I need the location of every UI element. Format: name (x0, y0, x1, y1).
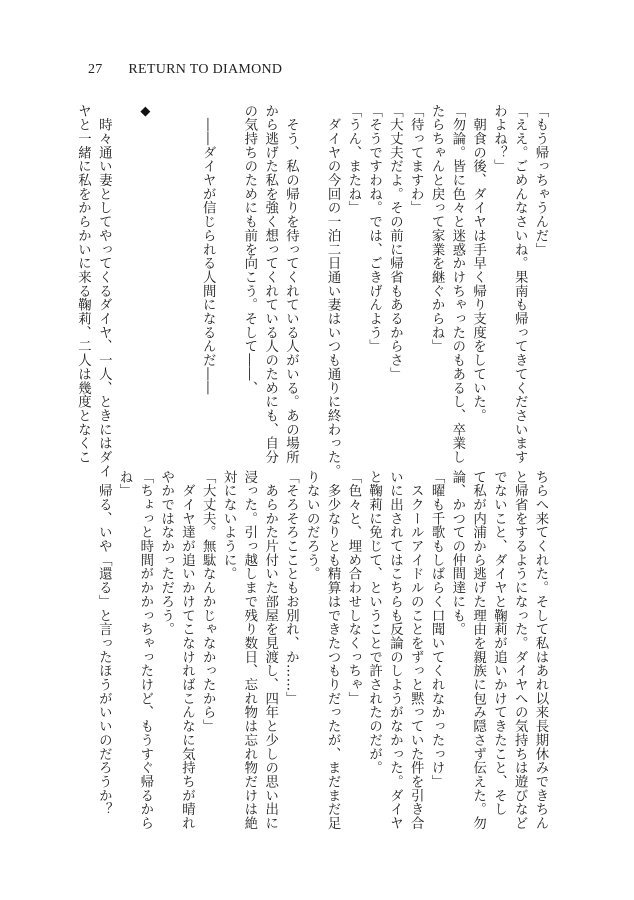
blank-line (217, 104, 238, 452)
text-line: 「ええ。ごめんなさいね。果南も帰ってきてくださいます (512, 104, 528, 465)
lower-text-block (84, 470, 550, 831)
running-header (88, 62, 282, 78)
text-line: たらちゃんと戻って家業を継ぐからね」 (429, 104, 445, 354)
text-line: 帰る、いや「還る」と言ったほうがいいのだろうか？ (96, 470, 112, 817)
text-line: でないこと、ダイヤと鞠莉が追いかけてきたこと、そし (491, 470, 507, 817)
blank-line (155, 104, 176, 452)
text-line: やかではなかっただろう。 (158, 470, 174, 637)
blank-line (113, 104, 134, 452)
text-line: 「ちょっと時間がかかっちゃったけど、もうすぐ帰るから (137, 470, 153, 831)
text-line: ね」 (117, 470, 133, 498)
text-line: 「もう帰っちゃうんだ」 (533, 104, 548, 257)
text-line: 「大丈夫。無駄なんかじゃなかったから」 (200, 470, 216, 734)
section-divider-diamond: ◆ (137, 104, 153, 120)
text-line: 「そうですわね。では、ごきげんよう」 (366, 104, 382, 354)
blank-line (300, 104, 321, 452)
text-line: 対にないように。 (221, 470, 237, 581)
text-line: 浸った。引っ越しまで残り数日、忘れ物は忘れ物だけは絶 (241, 470, 257, 831)
text-line: ダイヤ達が追いかけてこなければこんなに気持ちが晴れ (179, 470, 195, 831)
text-line: ちらへ来てくれた。そして私はあれ以来長期休みできちん (533, 470, 548, 831)
page-number: 27 (88, 62, 103, 77)
text-line: スクールアイドルのことをずっと黙っていた件を引き合 (408, 470, 424, 831)
text-line: 「そろそろここともお別れ、か……」 (283, 470, 299, 706)
text-line: 朝食の後、ダイヤは手早く帰り支度をしていた。 (470, 104, 486, 423)
text-line: 時々通い妻としてやってくるダイヤ、一人、ときにはダイ (96, 104, 112, 478)
text-line: ダイヤの今回の一泊二日通い妻はいつも通りに終わった。 (325, 104, 341, 478)
text-line: の気持ちのためにも前を向こう。そして――、 (241, 104, 257, 395)
text-line: 「色々と、埋め合わせしなくっちゃ」 (345, 470, 361, 706)
text-line: 「曜も千歌もしばらく口聞いてくれなかったっけ」 (429, 470, 445, 789)
text-line: 「勿論。皆に色々と迷惑かけちゃったのもあるし、卒業し (449, 104, 465, 465)
text-line: て私が内浦から逃げた理由を親族に包み隠さず伝えた。勿 (470, 470, 486, 831)
text-line: 論、かつての仲間達にも。 (449, 470, 465, 637)
blank-line (176, 104, 197, 452)
text-line: 多少なりとも精算はできたつもりだったが、まだまだ足 (325, 470, 341, 831)
upper-text-block (75, 104, 550, 478)
text-line: ――ダイヤが信じられる人間になるんだ―― (200, 104, 216, 395)
text-line: と鞠莉に免じて、ということで許されたのだが。 (366, 470, 382, 775)
text-line: と帰省をするようになった。ダイヤへの気持ちは遊びなど (512, 470, 528, 831)
text-line: 「うん、またね」 (345, 104, 361, 215)
text-line: ヤと一緒に私をからかいに来る鞠莉、二人は幾度となくこ (75, 104, 91, 465)
text-line: 「待ってますわ」 (408, 104, 424, 215)
running-title: RETURN TO DIAMOND (128, 62, 283, 77)
text-line: あらかた片付いた部屋を見渡し、四年と少しの思い出に (262, 470, 278, 831)
text-line: りないのだろう。 (304, 470, 320, 581)
text-line: わよね？」 (491, 104, 507, 174)
text-line: そう、私の帰りを待ってくれている人がいる。あの場所 (283, 104, 299, 465)
text-line: いに出されてはこちらも反論のしようがなかった。ダイヤ (387, 470, 403, 831)
text-line: 「大丈夫だよ。その前に帰省もあるからさ」 (387, 104, 403, 381)
text-line: から逃げた私を強く想ってくれている人のためにも、自分 (262, 104, 278, 465)
